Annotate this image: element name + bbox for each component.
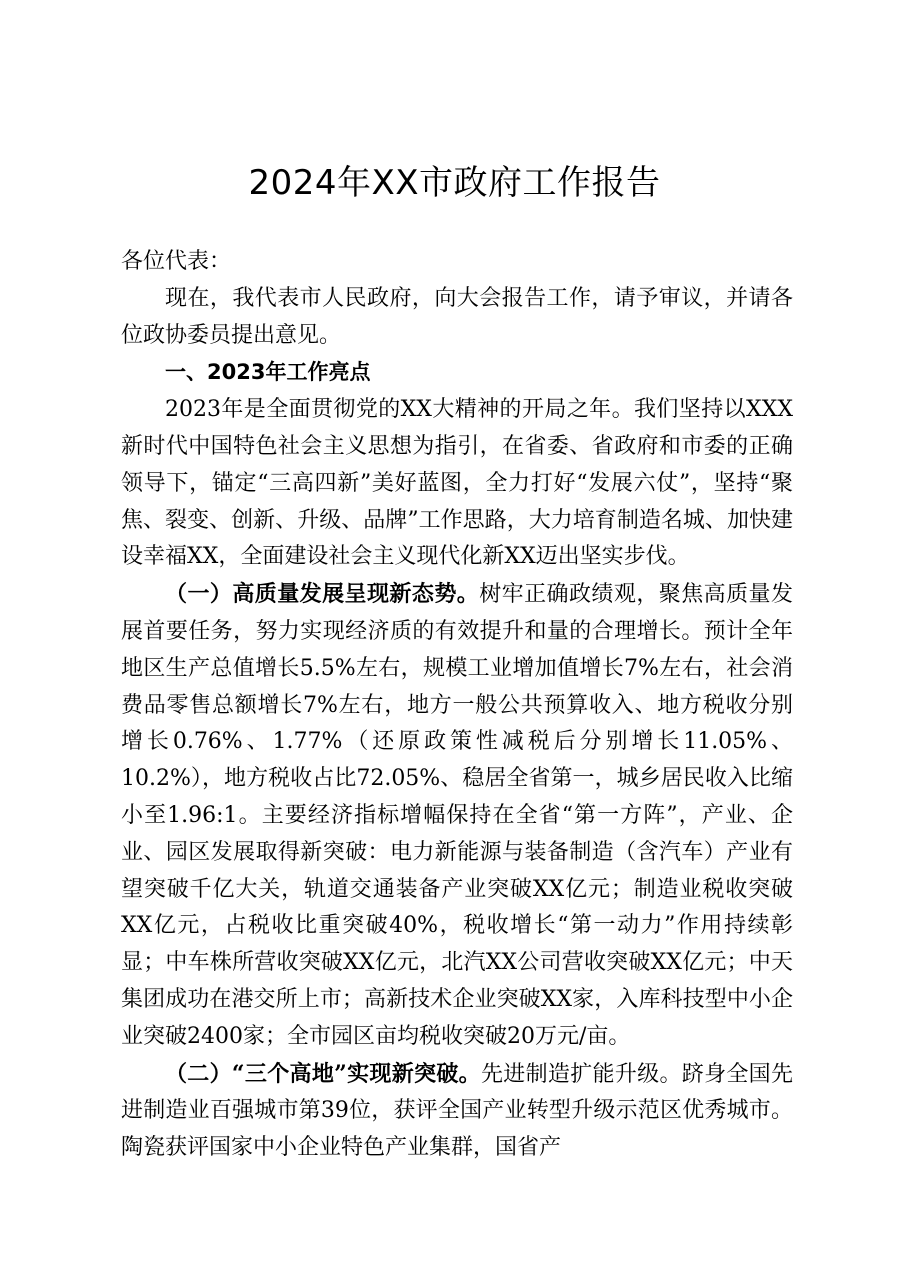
subsection2-text: 先进制造扩能升级。跻身全国先进制造业百强城市第39位，获评全国产业转型升级示范区优秀城市。陶瓷获评国家中小企业特色产业集群，国省产: [121, 1061, 793, 1161]
intro-paragraph: 现在，我代表市人民政府，向大会报告工作，请予审议，并请各位政协委员提出意见。: [121, 285, 793, 348]
section-heading-text: 一、2023年工作亮点: [165, 360, 371, 385]
section-heading: [121, 354, 793, 392]
salutation: 各位代表：: [121, 249, 232, 274]
document-body: [121, 244, 793, 1167]
document-title: 2024年XX市政府工作报告: [248, 163, 661, 203]
subsection2-paragraph: [121, 1056, 793, 1167]
subsection1-lead: （一）高质量发展呈现新态势。: [165, 581, 480, 608]
section1-paragraph: 2023年是全面贯彻党的XX大精神的开局之年。我们坚持以XXX新时代中国特色社会主义思想为指引，在省委、省政府和市委的正确领导下，锚定“三高四新”美好蓝图，全力打好“发展六仗”，坚持“聚焦、裂变、创新、升级、品牌”工作思路，大力培育制造名城、加快建设幸福XX，全面建设社会主义现代化新XX迈出坚实步伐。: [121, 397, 793, 570]
subsection2-lead: （二）“三个高地”实现新突破。: [165, 1060, 481, 1087]
subsection1-paragraph: [121, 576, 793, 1055]
subsection1-text: 树牢正确政绩观，聚焦高质量发展首要任务，努力实现经济质的有效提升和量的合理增长。预计全年地区生产总值增长5.5%左右，规模工业增加值增长7%左右，社会消费品零售总额增长7%左右，地方一般公共预算收入、地方税收分别增长0.76%、1.77%（还原政策性减税后分别增长11.05%、10.2%），地方税收占比72.05%、稳居全省第一，城乡居民收入比缩小至1.96:1。主要经济指标增幅保持在全省“第一方阵”，产业、企业、园区发展取得新突破：电力新能源与装备制造（含汽车）产业有望突破千亿大关，轨道交通装备产业突破XX亿元；制造业税收突破XX亿元，占税收比重突破40%，税收增长“第一动力”作用持续彰显；中车株所营收突破XX亿元，北汽XX公司营收突破XX亿元；中天集团成功在港交所上市；高新技术企业突破XX家，入库科技型中小企业突破2400家；全市园区亩均税收突破20万元/亩。: [121, 582, 793, 1049]
